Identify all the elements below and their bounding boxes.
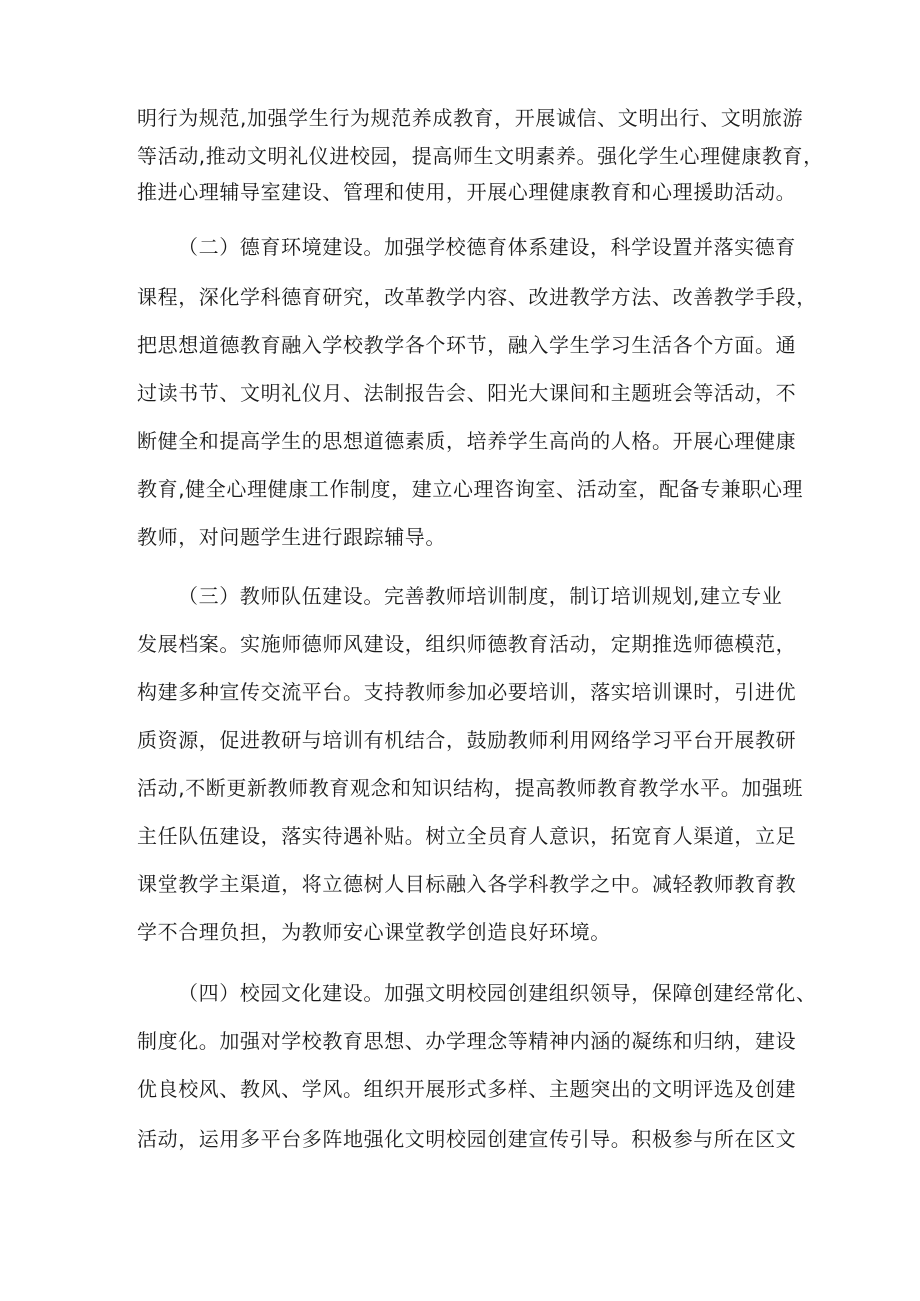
text-line: 把思想道德教育融入学校教学各个环节，融入学生学习生活各个方面。通 [137,333,797,357]
text-line: 制度化。加强对学校教育思想、办学理念等精神内涵的凝练和归纳，建设 [137,1029,797,1053]
text-line: 主任队伍建设，落实待遇补贴。树立全员育人意识，拓宽育人渠道，立足 [137,824,797,848]
text-line: 课堂教学主渠道，将立德树人目标融入各学科教学之中。减轻教师教育教 [137,872,797,896]
text-line: 构建多种宣传交流平台。支持教师参加必要培训，落实培训课时，引进优 [137,680,797,704]
text-line: 课程，深化学科德育研究，改革教学内容、改进教学方法、改善教学手段， [137,285,817,309]
text-line: 断健全和提高学生的思想道德素质，培养学生高尚的人格。开展心理健康 [137,429,797,453]
text-line: 发展档案。实施师德师风建设，组织师德教育活动，定期推选师德模范， [137,632,797,656]
text-line: 教师，对问题学生进行跟踪辅导。 [137,525,446,549]
text-line: 明行为规范,加强学生行为规范养成教育，开展诚信、文明出行、文明旅游 [137,106,804,130]
text-line: （二）德育环境建设。加强学校德育体系建设，科学设置并落实德育 [178,235,796,259]
text-line: 活动，运用多平台多阵地强化文明校园创建宣传引导。积极参与所在区文 [137,1127,797,1151]
text-line: 活动,不断更新教师教育观念和知识结构，提高教师教育教学水平。加强班 [137,776,804,800]
text-line: 过读书节、文明礼仪月、法制报告会、阳光大课间和主题班会等活动，不 [137,381,797,405]
text-line: 推进心理辅导室建设、管理和使用，开展心理健康教育和心理援助活动。 [137,180,797,204]
text-line: 学不合理负担，为教师安心课堂教学创造良好环境。 [137,920,611,944]
text-line: 优良校风、教风、学风。组织开展形式多样、主题突出的文明评选及创建 [137,1077,797,1101]
text-line: （三）教师队伍建设。完善教师培训制度，制订培训规划,建立专业 [178,584,783,608]
text-line: 等活动,推动文明礼仪进校园，提高师生文明素养。强化学生心理健康教育， [137,144,824,168]
text-line: （四）校园文化建设。加强文明校园创建组织领导，保障创建经常化、 [178,981,817,1005]
text-line: 质资源，促进教研与培训有机结合，鼓励教师利用网络学习平台开展教研 [137,728,797,752]
text-line: 教育,健全心理健康工作制度，建立心理咨询室、活动室，配备专兼职心理 [137,477,804,501]
